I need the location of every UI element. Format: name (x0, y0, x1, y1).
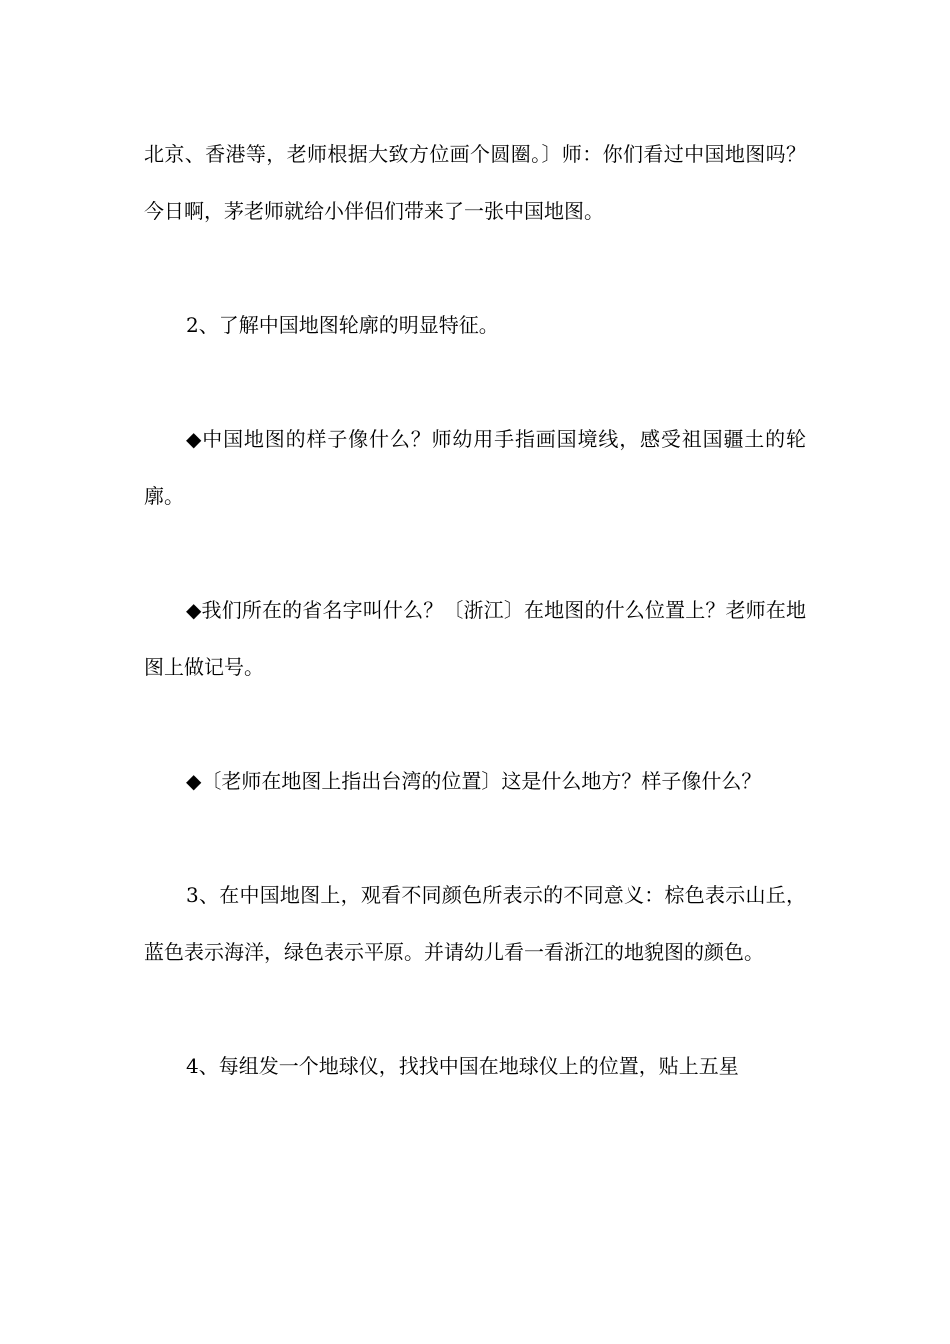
paragraph-bullet-map-shape: ◆中国地图的样子像什么？师幼用手指画国境线，感受祖国疆土的轮廓。 (144, 427, 806, 508)
paragraph-step-3: 3、在中国地图上，观看不同颜色所表示的不同意义：棕色表示山丘，蓝色表示海洋，绿色表示平原。并请幼儿看一看浙江的地貌图的颜色。 (144, 883, 806, 964)
document-body (144, 126, 806, 1152)
paragraph-step-4: 4、每组发一个地球仪，找找中国在地球仪上的位置，贴上五星 (186, 1054, 739, 1078)
paragraph-step-2: 2、了解中国地图轮廓的明显特征。 (186, 313, 499, 337)
paragraph-bullet-province: ◆我们所在的省名字叫什么？〔浙江〕在地图的什么位置上？老师在地图上做记号。 (144, 598, 806, 679)
paragraph-bullet-taiwan: ◆〔老师在地图上指出台湾的位置〕这是什么地方？样子像什么？ (186, 769, 762, 793)
paragraph-continuation: 北京、香港等，老师根据大致方位画个圆圈。〕师：你们看过中国地图吗？今日啊，茅老师就给小伴侣们带来了一张中国地图。 (144, 142, 806, 223)
